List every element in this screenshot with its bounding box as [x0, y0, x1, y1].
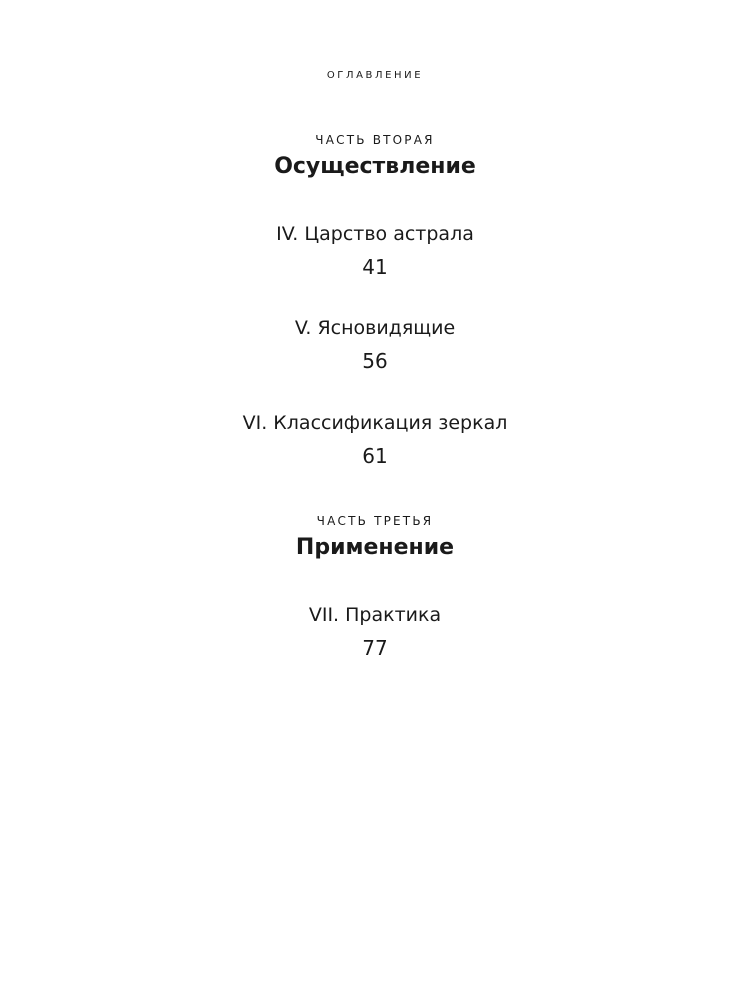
- toc-heading: ОГЛАВЛЕНИЕ: [326, 70, 424, 81]
- chapter-title-iv: IV. Царство астрала: [276, 223, 474, 245]
- chapter-page-vii: 77: [362, 636, 388, 660]
- chapter-title-v: V. Ясновидящие: [294, 317, 456, 339]
- part-title-two: Осуществление: [274, 154, 476, 179]
- chapter-page-v: 56: [362, 349, 388, 373]
- chapter-title-vi: VI. Классификация зеркал: [242, 412, 508, 434]
- part-label-three: ЧАСТЬ ТРЕТЬЯ: [316, 514, 434, 528]
- chapter-page-vi: 61: [362, 444, 388, 468]
- part-title-three: Применение: [295, 535, 455, 560]
- chapter-title-vii: VII. Практика: [308, 604, 442, 626]
- chapter-page-iv: 41: [362, 255, 388, 279]
- part-label-two: ЧАСТЬ ВТОРАЯ: [315, 133, 435, 147]
